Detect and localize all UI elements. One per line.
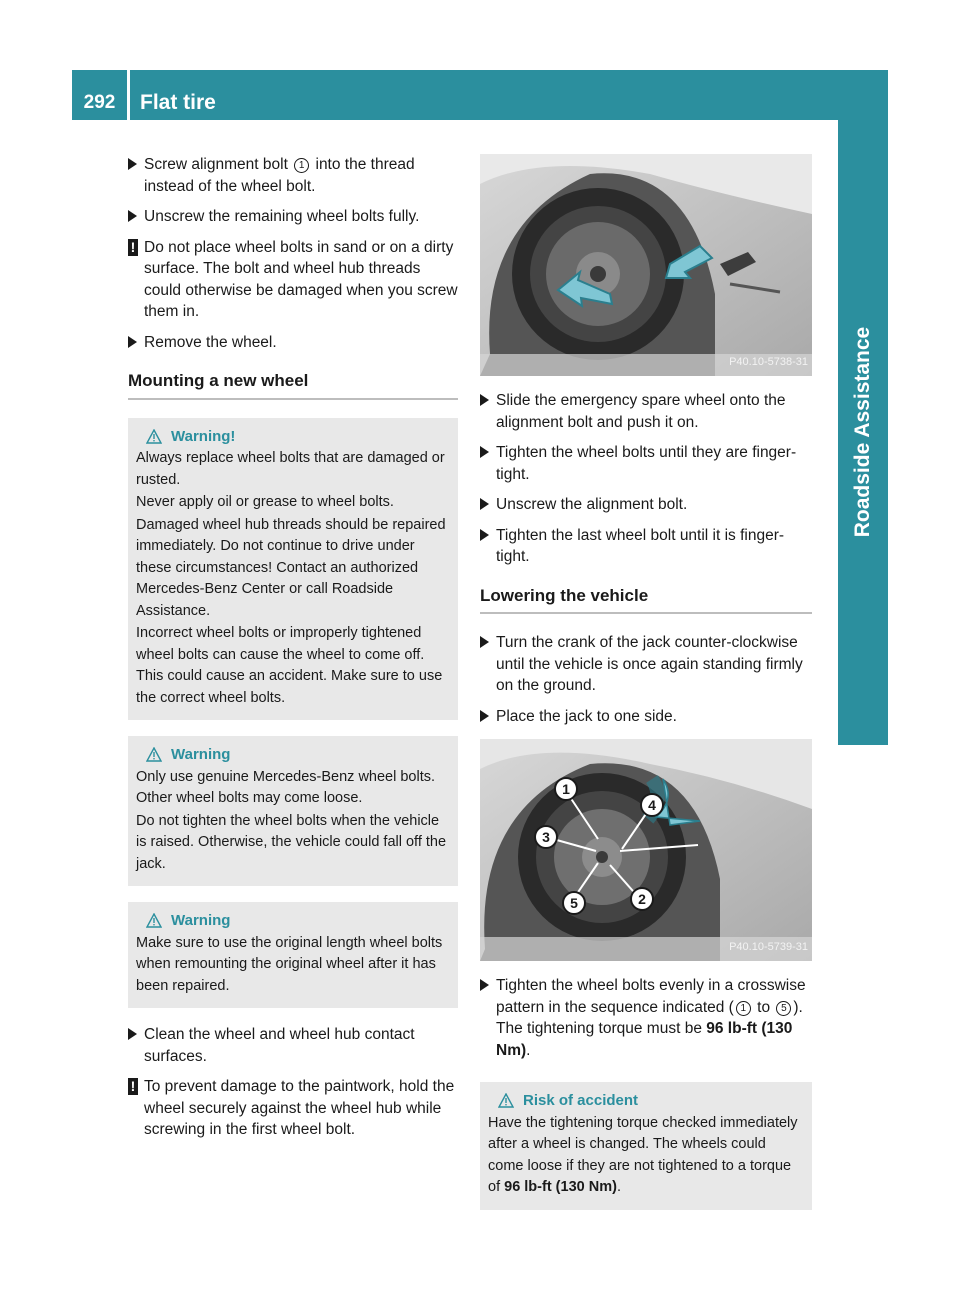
figure-code: P40.10-5739-31 [729,940,808,953]
warning-text: Do not tighten the wheel bolts when the vehicle is raised. Otherwise, the vehicle could fall off the jack. [136,812,447,872]
step-arrow-icon [480,636,489,648]
warning-title: Warning [171,746,231,763]
figure-code: P40.10-5738-31 [729,355,808,368]
side-tab-label: Roadside Assistance [851,326,874,538]
callout-label-3: 3 [542,829,550,845]
warning-triangle-icon [498,1093,514,1108]
callout-1-icon: 1 [294,158,309,173]
warning-text: Only use genuine Mercedes-Benz wheel bolts. Other wheel bolts may come loose. [136,768,436,806]
warning-triangle-icon [146,747,162,762]
risk-of-accident-box [480,1082,812,1210]
warning-title: Risk of accident [523,1092,639,1109]
section-heading-mounting: Mounting a new wheel [128,370,458,400]
step-unscrew-alignment-bolt: Unscrew the alignment bolt. [480,494,812,516]
warning-box-3 [128,902,458,1008]
warning-box-1 [128,418,458,721]
step-remove-wheel: Remove the wheel. [128,332,458,354]
step-screw-alignment-bolt: Screw alignment bolt 1 into the thread instead of the wheel bolt. [128,154,458,197]
step-arrow-icon [480,394,489,406]
warning-text: Always replace wheel bolts that are damaged or rusted. [136,450,445,488]
step-tighten-crosswise: Tighten the wheel bolts evenly in a crosswise pattern in the sequence indicated ( 1 to 5 ). The tightening torque must be 96 lb-ft (130 Nm). [480,975,812,1061]
warning-text: Have the tightening torque checked immediately after a wheel is changed. The wheels could come loose if they are not tightened to a torque of 96 lb-ft (130 Nm). [488,1114,798,1195]
warning-title: Warning [171,912,231,929]
note-bolts-surface: ! Do not place wheel bolts in sand or on a dirty surface. The bolt and wheel hub threads could otherwise be damaged when you screw them in. [128,237,458,323]
callout-5-icon: 5 [776,1001,791,1016]
warning-text: Never apply oil or grease to wheel bolts. [136,494,394,510]
step-arrow-icon [480,498,489,510]
warning-box-2 [128,736,458,886]
step-arrow-icon [480,529,489,541]
warning-title: Warning! [171,427,236,445]
callout-1-icon: 1 [736,1001,751,1016]
step-place-jack: Place the jack to one side. [480,706,812,728]
step-arrow-icon [480,710,489,722]
step-arrow-icon [480,979,489,991]
step-unscrew-bolts: Unscrew the remaining wheel bolts fully. [128,206,458,228]
callout-label-2: 2 [638,891,646,907]
step-clean-wheel: Clean the wheel and wheel hub contact surfaces. [128,1024,458,1067]
warning-text: Incorrect wheel bolts or improperly tightened wheel bolts can cause the wheel to come off. This could cause an accident. Make sure to use the correct wheel bolts. [136,625,443,706]
bolt-sequence-illustration [480,739,812,961]
section-heading-lowering: Lowering the vehicle [480,585,812,615]
step-turn-crank: Turn the crank of the jack counter-clockwise until the vehicle is once again standing firmly on the ground. [480,632,812,697]
callout-label-5: 5 [570,895,578,911]
step-arrow-icon [128,158,137,170]
wheel-illustration [480,154,812,376]
warning-text: Make sure to use the original length wheel bolts when remounting the original wheel after it has been repaired. [136,934,443,994]
exclamation-icon: ! [128,239,138,256]
step-arrow-icon [128,336,137,348]
callout-label-1: 1 [562,781,570,797]
note-paintwork: ! To prevent damage to the paintwork, hold the wheel securely against the wheel hub while screwing in the first wheel bolt. [128,1076,458,1141]
page-number: 292 [83,92,116,113]
page-title: Flat tire [140,91,216,114]
step-tighten-last-bolt: Tighten the last wheel bolt until it is finger-tight. [480,525,812,568]
step-slide-spare-wheel: Slide the emergency spare wheel onto the alignment bolt and push it on. [480,390,812,433]
callout-label-4: 4 [648,797,656,813]
step-arrow-icon [128,210,137,222]
header-divider [127,70,130,120]
warning-triangle-icon [146,913,162,928]
exclamation-icon: ! [128,1078,138,1095]
right-column [480,154,812,1226]
step-finger-tight: Tighten the wheel bolts until they are finger-tight. [480,442,812,485]
left-column [128,154,458,1150]
warning-triangle-icon [146,429,162,444]
warning-text: Damaged wheel hub threads should be repaired immediately. Do not continue to drive under these circumstances! Contact an authorized Mercedes-Benz Center or call Roadside Assistance. [136,516,446,619]
step-arrow-icon [480,446,489,458]
figure-bolt-sequence [480,739,812,961]
step-arrow-icon [128,1028,137,1040]
figure-spare-wheel-mounting [480,154,812,376]
